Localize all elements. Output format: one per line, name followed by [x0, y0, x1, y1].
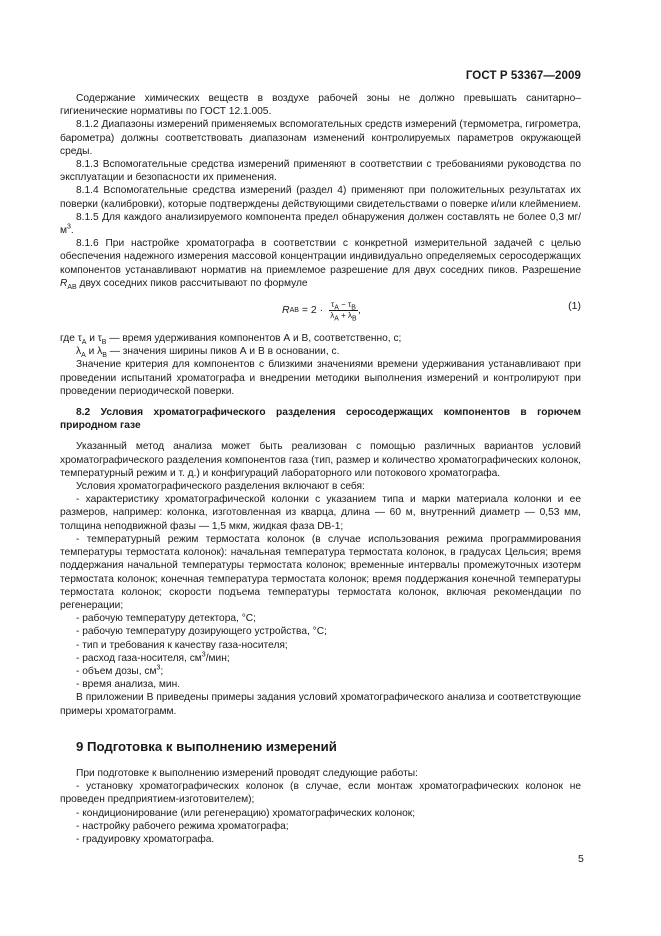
- clause-8-1-2: 8.1.2 Диапазоны измерений применяемых вспомогательных средств измерений (термометра, гигрометра, барометра) должны соответствовать диапазонам изменений контролируемых параметров окружающей среды.: [60, 119, 581, 157]
- clause-8-1-6: 8.1.6 При настройке хроматографа в соответствии с конкретной измерительной задачей с целью обеспечения надежного измерения массовой концентрации индивидуально определяемых серосодержащих компонентов устанавливают норматив на приемлемое разрешение для двух соседних пиков. Разрешение $R_{AB}$ двух соседних пиков рассчитывают по формуле: [60, 238, 581, 291]
- where-line-tau: где $\tau_A$ и $\tau_B$ — время удерживания компонентов А и В, соответственно, с;: [60, 333, 402, 347]
- formula-fraction: $\frac{\tau_A - \tau_B}{\lambda_A + \lambda_B}$: [330, 300, 357, 323]
- paragraph: Значение критерия для компонентов с близкими значениями времени удерживания устанавливают при проведении испытаний хроматографа и внедрении методики выполнения измерений и контролируют при проведении периодической поверки.: [60, 359, 581, 397]
- list-item: - температурный режим термостата колонок (в случае использования режима программирования температуры термостата колонок): начальная температура термостата колонок, в градусах Цельсия; время поддержания начальной температуры термостата колонок; временные интервалы промежуточных изотерм термостата колонок; конечная температура термостата колонок; время поддержания конечной температуры термостата колонок; скорости подъема температуры термостата колонок, включая рекомендации по регенерации;: [60, 533, 581, 611]
- list-item: - тип и требования к качеству газа-носителя;: [76, 639, 288, 651]
- list-item: - рабочую температуру дозирующего устройства, °С;: [76, 626, 327, 638]
- list-item: - объем дозы, $см^3$;: [76, 664, 164, 677]
- conditions-list: [60, 493, 581, 691]
- paragraph: В приложении В приведены примеры задания условий хроматографического анализа и соответствующие примеры хроматограмм.: [60, 692, 581, 717]
- paragraph: Указанный метод анализа может быть реализован с помощью различных вариантов условий хроматографического разделения компонентов газа (тип, размер и количество хроматографических колонок, температурный режим и т. д.) и конфигураций лабораторного или потокового хроматографа.: [60, 441, 581, 479]
- list-item: - настройку рабочего режима хроматографа;: [76, 820, 289, 832]
- list-item: - расход газа-носителя, $см^3$/мин;: [76, 651, 230, 664]
- list-item: - градуировку хроматографа.: [76, 833, 215, 845]
- page-number: 5: [578, 853, 584, 865]
- list-item: - характеристику хроматографической колонки с указанием типа и марки материала колонки и ее размеров, например: колонка, изготовленная из кварца, длина — 60 м, внутренний диаметр — 0,53 мм, толщина неподвижной фазы — 1,5 мкм, жидкая фаза DB-1;: [60, 494, 581, 532]
- where-line-lambda: $\lambda_A$ и $\lambda_B$ — значения ширины пиков А и В в основании, с.: [76, 346, 340, 360]
- list-item: - кондиционирование (или регенерацию) хроматографических колонок;: [76, 807, 416, 819]
- page-content: [60, 92, 581, 846]
- list-item: - рабочую температуру детектора, °С;: [76, 613, 256, 625]
- list-item: - время анализа, мин.: [76, 679, 181, 691]
- clause-8-1-4: 8.1.4 Вспомогательные средства измерений (раздел 4) применяют при положительных результатах их поверки (калибровки), которые подтверждены действующими свидетельствами о поверке и/или клеймением.: [60, 185, 581, 210]
- paragraph: Содержание химических веществ в воздухе рабочей зоны не должно превышать санитарно–гигиенические нормативы по ГОСТ 12.1.005.: [60, 93, 581, 118]
- document-header: ГОСТ Р 53367—2009: [465, 70, 581, 82]
- clause-8-1-3: 8.1.3 Вспомогательные средства измерений применяют в соответствии с требованиями руководства по эксплуатации и безопасности их применения.: [60, 159, 581, 184]
- paragraph: Условия хроматографического разделения включают в себя:: [76, 481, 365, 493]
- paragraph: При подготовке к выполнению измерений проводят следующие работы:: [76, 767, 418, 779]
- formula-expression: R AB = 2 · $\frac{\tau_A - \tau_B}{\lambda_A + \lambda_B}$ ,: [282, 300, 361, 323]
- preparation-list: [60, 780, 581, 846]
- resolution-formula: [60, 296, 581, 330]
- section-9-heading: 9 Подготовка к выполнению измерений: [76, 738, 337, 754]
- formula-number: (1): [568, 300, 581, 313]
- section-8-2-heading: 8.2 Условия хроматографического разделения серосодержащих компонентов в горючем природном газе: [60, 407, 581, 432]
- clause-8-1-5: 8.1.5 Для каждого анализируемого компонента предел обнаружения должен составлять не более 0,3 $мг/м^3$.: [60, 211, 581, 237]
- list-item: - установку хроматографических колонок (в случае, если монтаж хроматографических колонок не проведен предприятием-изготовителем);: [60, 781, 581, 806]
